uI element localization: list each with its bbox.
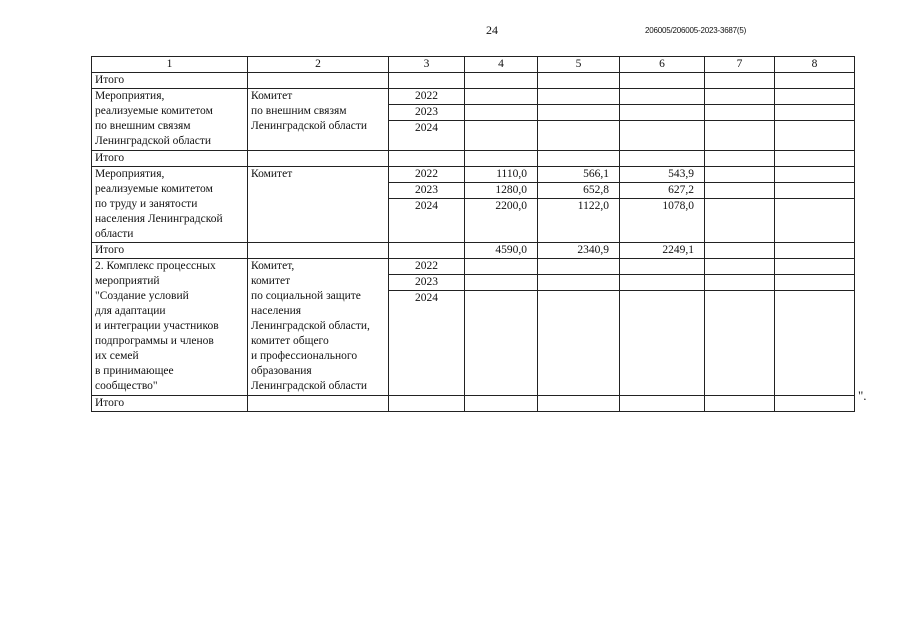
budget-table xyxy=(91,56,855,412)
year-cell: 2022 xyxy=(389,89,465,105)
value-cell: 2200,0 xyxy=(465,199,538,243)
value-cell: 543,9 xyxy=(620,167,705,183)
header-col-8: 8 xyxy=(775,57,855,73)
measure-name: 2. Комплекс процессных мероприятий "Создание условий для адаптации и интеграции участников подпрограммы и членов их семей в принимающее сообщество" xyxy=(92,259,248,396)
table-row xyxy=(92,151,855,167)
header-col-2: 2 xyxy=(248,57,389,73)
table-row xyxy=(92,259,855,275)
executor-name: Комитет по внешним связям Ленинградской области xyxy=(248,89,389,151)
header-row xyxy=(92,57,855,73)
itogo-label: Итого xyxy=(92,243,248,259)
closing-quote: ". xyxy=(858,388,867,403)
year-cell: 2023 xyxy=(389,105,465,121)
value-cell: 627,2 xyxy=(620,183,705,199)
measure-name: Мероприятия, реализуемые комитетом по труду и занятости населения Ленинградской области xyxy=(92,167,248,243)
itogo-label: Итого xyxy=(92,73,248,89)
executor-name: Комитет xyxy=(248,167,389,243)
itogo-label: Итого xyxy=(92,396,248,412)
value-cell: 1078,0 xyxy=(620,199,705,243)
itogo-label: Итого xyxy=(92,151,248,167)
table-row xyxy=(92,243,855,259)
table-row xyxy=(92,396,855,412)
year-cell: 2024 xyxy=(389,291,465,396)
value-cell: 1280,0 xyxy=(465,183,538,199)
header-col-4: 4 xyxy=(465,57,538,73)
document-code: 206005/206005-2023-3687(5) xyxy=(645,26,747,35)
header-col-7: 7 xyxy=(705,57,775,73)
total-cell: 2340,9 xyxy=(538,243,620,259)
header-col-1: 1 xyxy=(92,57,248,73)
header-col-6: 6 xyxy=(620,57,705,73)
table-row xyxy=(92,89,855,105)
table-row xyxy=(92,167,855,183)
header-col-5: 5 xyxy=(538,57,620,73)
year-cell: 2022 xyxy=(389,259,465,275)
page-number: 24 xyxy=(486,23,498,37)
executor-name: Комитет, комитет по социальной защите населения Ленинградской области, комитет общего и профессионального образования Ленинградской области xyxy=(248,259,389,396)
year-cell: 2024 xyxy=(389,199,465,243)
year-cell: 2023 xyxy=(389,183,465,199)
year-cell: 2022 xyxy=(389,167,465,183)
total-cell: 4590,0 xyxy=(465,243,538,259)
value-cell: 1110,0 xyxy=(465,167,538,183)
value-cell: 1122,0 xyxy=(538,199,620,243)
year-cell: 2023 xyxy=(389,275,465,291)
value-cell: 566,1 xyxy=(538,167,620,183)
year-cell: 2024 xyxy=(389,121,465,151)
header-col-3: 3 xyxy=(389,57,465,73)
measure-name: Мероприятия, реализуемые комитетом по внешним связям Ленинградской области xyxy=(92,89,248,151)
total-cell: 2249,1 xyxy=(620,243,705,259)
value-cell: 652,8 xyxy=(538,183,620,199)
table-row xyxy=(92,73,855,89)
